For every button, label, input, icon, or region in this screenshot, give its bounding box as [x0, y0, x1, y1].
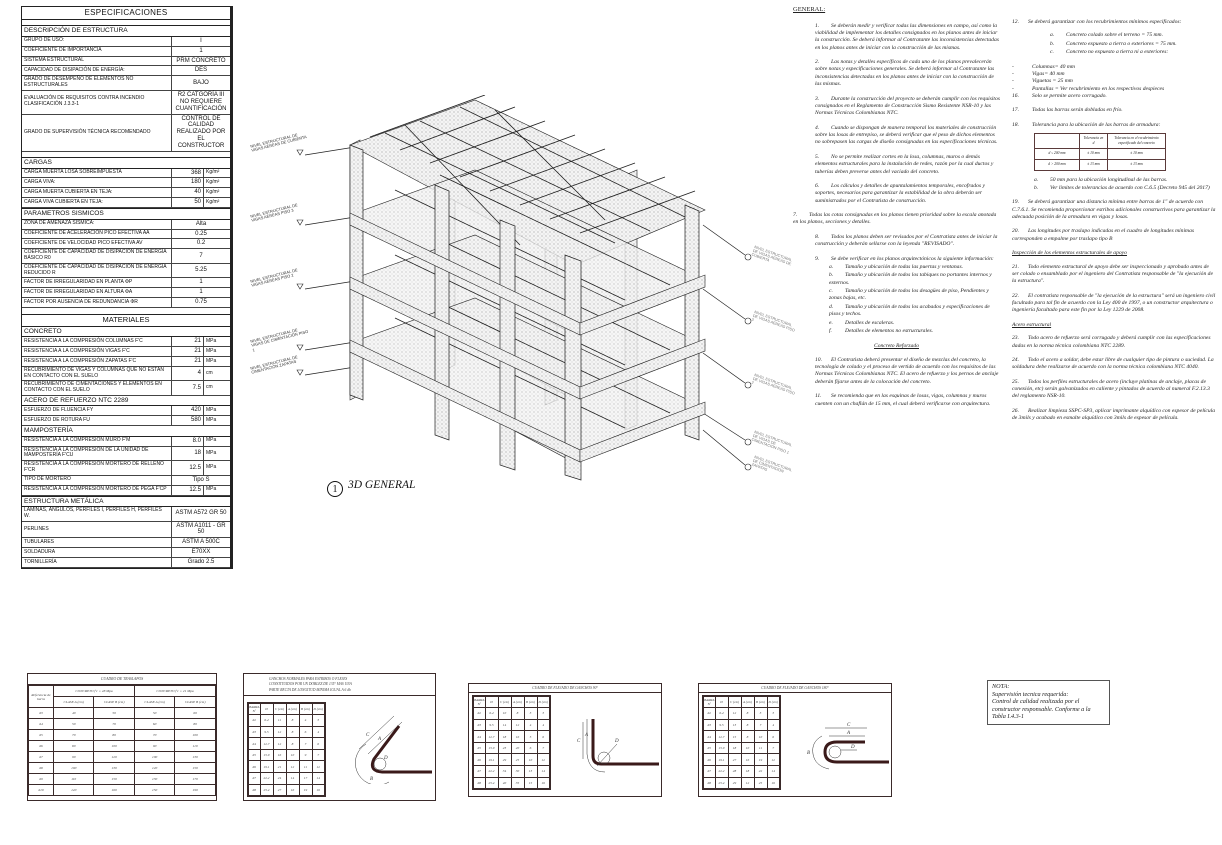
spec-row [22, 115, 230, 152]
spec-unit: Kg/m² [206, 188, 220, 195]
spec-label: SISTEMA ESTRUCTURAL [22, 57, 172, 66]
table-row: #7 22.2 28 18 22 14 [703, 766, 780, 778]
spec-label: GRADO DE DESEMPEÑO DE ELEMENTOS NO ESTRUCTURALES [22, 76, 172, 90]
spec-label: CARGA VIVA CUBIERTA EN TEJA: [22, 198, 172, 207]
svg-text:C: C [577, 739, 581, 744]
note-12c: c. Concreto no expuesto a tierra ni a exteriores: [1050, 49, 1169, 56]
level-label-right-cubierta: NIVEL ESTRUCTURAL DE VIGAS AÉREAS DE CUBIERTA [750, 245, 793, 267]
note-12: 12. Se deberá garantizar con los recubrimientos mínimos especificados: [1012, 19, 1182, 25]
structure-section-heading: DESCRIPCIÓN DE ESTRUCTURA [22, 26, 230, 37]
table-row: #4 50 70 60 80 [29, 719, 216, 730]
hook-180-title: CUADRO DE FLEJADO DE GANCHOS 180° [699, 684, 891, 693]
spec-value: I [200, 37, 202, 44]
spec-label: ZONA DE AMENAZA SÍSMICA: [22, 220, 172, 229]
spec-value: 40 [172, 188, 204, 197]
spec-label: FACTOR DE IRREGULARIDAD EN ALTURA ΦA [22, 288, 172, 297]
table-row: #5 15.9 18 10 11 7 [703, 742, 780, 754]
cover-viguetas: - Viguetas = 25 mm [1012, 78, 1073, 85]
spec-unit: Kg/m² [206, 178, 220, 185]
nota-line-2: Control de calidad realizada por el constructor responsable. Conforme a la Tabla I.4.3-1 [992, 698, 1091, 721]
svg-text:A: A [378, 737, 382, 742]
table-row: #2 6.4 11 8 4 3 [248, 715, 325, 727]
spec-label: COEFICIENTE DE IMPORTANCIA [22, 47, 172, 56]
table-row: #6 19.1 27 16 19 12 [703, 754, 780, 766]
spec-unit: MPa [206, 337, 217, 344]
spec-row [22, 507, 230, 522]
spec-row [22, 538, 230, 548]
spec-row [22, 337, 230, 347]
hook-135-title: GANCHOS NORMALES PARA ESTRIBOS O FLEJES CONSTITUIDOS POR UN DOBLEZ DE 135° MAS UNA PARTE RECTA DE LONGITUD MINIMA IGUAL A 6 db [244, 674, 435, 696]
spec-value: 5.25 [195, 267, 207, 274]
note-2: 2. Las notas y detalles específicos de cada uno de los planos prevalecerán sobre notas y especificaciones generales. Se deberá informar al Contratante las inconsistencias detectadas en los planos antes de iniciar con la construcción de las mismas. [815, 59, 995, 88]
note-6: 6. Los cálculos y detalles de apuntalamientos temporales, encofrados y soportes, necesarios para garantizar la estabilidad de la obra deberán ser suministrados por el Contratista de construcción. [815, 182, 985, 204]
spec-unit: MPa [206, 407, 217, 414]
table-row: #8 100 130 120 150 [29, 763, 216, 774]
spec-value: 4 [172, 367, 204, 381]
spec-value: 0.25 [195, 230, 207, 237]
note-21: 21. Todo elemento estructural de apoyo debe ser inspeccionado y aprobado antes de ser colado o ensamblado por el ingeniero del Contratista responsable de "la ejecución de la estructura". [1012, 263, 1213, 285]
table-row: #7 22.2 24 14 17 14 [248, 773, 325, 785]
spec-label: LAMINAS, ÁNGULOS, PERFILES I, PERFILES H, PERFILES W. [22, 507, 172, 521]
table-row: #3 9.5 14 12 4 4 [473, 719, 550, 731]
hook-180-diagram [807, 714, 892, 774]
svg-text:D: D [615, 739, 619, 744]
spec-unit: MPa [206, 449, 217, 456]
spec-unit: MPa [206, 416, 217, 423]
svg-text:A: A [585, 733, 589, 738]
note-18: 18. Tolerancia para la ubicación de las barras de armadura: [1012, 121, 1161, 128]
spec-value: 580 [172, 416, 204, 425]
spec-row [22, 288, 230, 298]
spec-value: 21 [172, 347, 204, 356]
table-row: #7 22.2 34 30 13 14 [473, 766, 550, 778]
spec-row [22, 198, 230, 208]
spec-label: PERLINES [22, 522, 172, 538]
note-9b: b. Tamaño y ubicación de todos los tabiques no portantes internos y externos. [829, 272, 992, 286]
spec-unit: MPa [206, 437, 217, 444]
note-10: 10. El Contratista deberá presentar el diseño de mezclas del concreto, la tecnología de colado y el proceso de vertido de acuerdo con los requisitos de las Normas Técnicas Colombianas NTC. El acero de refuerzo y los pernos de anclaje deberán fijarse antes de la colocación del concreto. [815, 356, 999, 385]
spec-row [22, 230, 230, 240]
steel-section-heading: ACERO DE REFUERZO NTC 2289 [22, 396, 230, 407]
note-20: 20. Las longitudes por traslapo indicadas en el cuadro de longitudes mínimas corresponden a empalme por traslapo tipo B [1012, 228, 1195, 242]
note-9e: e. Detalles de escaleras. [829, 319, 895, 326]
note-17: 17. Todas las barras serán dobladas en frío. [1012, 107, 1123, 114]
spec-label: RESISTENCIA A LA COMPRESIÓN COLUMNAS F'C [22, 337, 172, 346]
svg-text:A: A [847, 731, 851, 736]
notes-subheading-acero-estructural: Acero estructural [1012, 321, 1052, 328]
spec-value: 12.5 [172, 486, 204, 495]
drawing-title: 3D GENERAL [348, 479, 416, 491]
note-5: 5. No se permite realizar cortes en la losa, columnas, muros o demás elementos estructurales para la instalación de redes, razón por la cual ductos y tuberías deben preverse antes del vaciado del concreto. [815, 153, 994, 175]
spec-unit: Kg/m² [206, 198, 220, 205]
note-7: 7. Todas las cotas consignadas en los planos tienen prioridad sobre la escala anotada en los planos, secciones y detalles. [793, 212, 997, 226]
spec-value: R2 CATGORÍA III NO REQUIERE CUANTIFICACIÓN [175, 91, 227, 112]
table-header-row: BARRA Nº Ø C (cm) A (cm) B (cm) D (cm) [248, 703, 325, 715]
spec-row [22, 66, 230, 76]
spec-value: 12.5 [172, 461, 204, 475]
spec-value: ASTM A 500C [182, 539, 220, 546]
spec-value: ASTM A1011 - GR 50 [176, 522, 226, 536]
table-row: #6 80 100 90 110 [29, 741, 216, 752]
note-16: 16. Solo se permite acero corrugado. [1012, 93, 1107, 99]
hook-90-table [468, 683, 662, 797]
spec-label: RECUBRIMIENTO DE VIGAS Y COLUMNAS QUE NO ESTAN EN CONTACTO CON EL SUELO [22, 367, 172, 381]
3d-structure-drawing [245, 95, 796, 485]
table-row: #8 25.4 29 12 25 16 [703, 777, 780, 789]
spec-label: CARGA MUERTA LOSA SOBREIMPUESTA [22, 169, 172, 178]
note-11: 11. Se recomienda que en las esquinas de losas, vigas, columnas y muros cuenten con un chaflán de 15 mm, el cual deberá verificarse con arquitectura. [815, 393, 991, 407]
level-label-zapatas: NIVEL ESTRUCTURAL DE CIMENTACIÓN ZAPATAS [249, 354, 299, 376]
table-row: #2 6.4 10 8 3 3 [473, 708, 550, 720]
note-18b: b. Ver limites de tolerancias de acuerdo con C.6.5 (Decreto 945 del 2017) [1034, 184, 1210, 191]
table-row: #10 120 160 150 190 [29, 785, 216, 796]
spec-value: PRM CONCRETO [176, 57, 226, 64]
spec-label: GRUPO DE USO: [22, 37, 172, 46]
notes-subheading-concreto-reforzado: Concreto Reforzado [873, 343, 919, 350]
lap-table-title: CUADRO DE TRASLAPOS [28, 674, 216, 685]
spec-label: COEFICIENTE DE ACELERACIÓN PICO EFECTIVA AA [22, 230, 172, 239]
general-notes-column-2 [1012, 19, 1217, 430]
spec-label: RESISTENCIA A LA COMPRESIÓN ZAPATAS F'C [22, 357, 172, 366]
level-label-piso-2: NIVEL ESTRUCTURAL DE VIGAS AÉREAS PISO 2 [249, 267, 299, 289]
spec-row [22, 264, 230, 279]
level-label-right-zapatas: NIVEL ESTRUCTURAL DE CIMENTACIÓN ZAPATAS [750, 455, 793, 474]
spec-label: ESFUERZO DE ROTURA FU [22, 416, 172, 425]
spec-label: CAPACIDAD DE DISIPACIÓN DE ENERGÍA: [22, 66, 172, 75]
general-notes-column-1 [793, 6, 1000, 415]
spec-label: ESFUERZO DE FLUENCIA FY [22, 406, 172, 415]
spec-unit: MPa [206, 357, 217, 364]
concrete-section-heading: CONCRETO [22, 327, 230, 338]
spec-value: 50 [172, 198, 204, 207]
spec-label: TUBULARES [22, 538, 172, 547]
note-19: 19. Se deberá garantizar una distancia mínima entre barras de 1" de acuerdo con C.7.6.1. Se recomienda proporcionar estribos adicionales constructivos para garantizar la adecuada posición de la armadura en vigas y losas. [1012, 199, 1216, 221]
spec-row [22, 461, 230, 476]
table-row: #8 25.4 27 16 19 16 [248, 784, 325, 796]
table-row: #8 25.4 40 35 15 16 [473, 777, 550, 789]
spec-unit: cm [206, 369, 213, 376]
note-23: 23. Todo acero de refuerzo será corrugado y deberá cumplir con las especificaciones dadas en la norma técnica colombiana NTC 2289. [1012, 335, 1211, 349]
spec-value: 1 [199, 47, 203, 54]
spec-value: 21 [172, 357, 204, 366]
spec-value: DES [194, 67, 208, 74]
note-25: 25. Todos los perfiles estructurales de acero (incluye platinas de anclaje, placas de conexión, etc) serán galvanizados en caliente y pintados de acuerdo al numeral F.2.13.3 del reglamento NSR-10. [1012, 378, 1210, 400]
spec-row [22, 249, 230, 264]
loads-section-heading: CARGAS [22, 157, 230, 169]
table-row: #6 19.1 21 12 11 12 [248, 761, 325, 773]
spec-row [22, 298, 230, 308]
spec-row [22, 91, 230, 115]
table-row: #5 15.9 23 20 6 7 [473, 742, 550, 754]
spec-row [22, 278, 230, 288]
hook-90-grid [472, 695, 551, 790]
hook-135-diagram [354, 714, 434, 784]
hook-180-grid [702, 695, 781, 790]
spec-row [22, 416, 230, 426]
hook-90-diagram [577, 714, 662, 774]
spec-label: RESISTENCIA A LA COMPRESIÓN MURO F'M [22, 437, 172, 446]
spec-row [22, 188, 230, 198]
level-label-piso-3: NIVEL ESTRUCTURAL DE VIGAS AÉREAS PISO 3 [249, 202, 299, 224]
table-row: #5 15.9 16 10 9 7 [248, 749, 325, 761]
spec-value: 420 [172, 406, 204, 415]
level-label-right-piso-1: NIVEL ESTRUCTURAL DE VIGAS DE CIMENTACIÓN PISO 1 [750, 430, 793, 456]
spec-row [22, 522, 230, 539]
spec-value: Tipo S [192, 476, 210, 483]
spec-value: CONTROL DE CALIDAD REALIZADO POR EL CONSTRUCTOR [176, 115, 226, 150]
spec-unit: Kg/m² [206, 169, 220, 176]
spec-unit: MPa [206, 464, 217, 471]
note-8: 8. Todos los planos deben ser revisados por el Contratista antes de iniciar la construcción y deberán sellarse con la leyenda "REVISADO". [815, 233, 998, 248]
spec-row [22, 476, 230, 486]
drawing-number-badge: 1 [327, 481, 343, 497]
note-4: 4. Cuando se dispongan de manera temporal los materiales de construcción sobre las losas de entrepiso, se deberá verificar que el peso de dichos elementos no sobrepasen las cargas de diseño consignadas en las especificaciones técnicas. [815, 124, 998, 146]
hook-135-grid [247, 702, 326, 797]
level-label-right-piso-2: NIVEL ESTRUCTURAL DE VIGAS AÉREAS PISO 2 [750, 373, 796, 396]
spec-row [22, 239, 230, 249]
metal-section-heading: ESTRUCTURA METÁLICA [22, 496, 230, 508]
table-row: #4 12.7 15 8 10 6 [703, 731, 780, 743]
spec-value: 0.2 [196, 240, 206, 247]
spec-label: FACTOR POR AUSENCIA DE REDUNDANCIA ΦR [22, 298, 172, 307]
spec-value: 8.0 [172, 437, 204, 446]
svg-text:D: D [851, 745, 855, 750]
svg-text:C: C [366, 733, 370, 738]
table-row: #3 9.5 13 8 7 4 [703, 719, 780, 731]
lap-splice-table: CUADRO DE TRASLAPOS Referencia de barra CONCRETO f'c = 28 Mpa CONCRETO f'c = 21 Mpa CLASE A (cm) CLASE B (cm) CLASE A (cm) CLASE B (cm) #3 40 50 50 60 #4 50 70 60 80 #5 70 80 70 100 #6 80 100 90 110 #7 90 120 100 130 #8 100 130 120 150 #9 110 150 130 170 #10 120 160 150 190 [27, 673, 217, 801]
seismic-section-heading: PARAMETROS SISMICOS [22, 208, 230, 220]
spec-row [22, 437, 230, 447]
spec-unit: cm [206, 384, 213, 391]
spec-unit: MPa [206, 347, 217, 354]
note-9a: a. Tamaño y ubicación de todas las puertas y ventanas. [829, 263, 964, 270]
note-26: 26. Realizar limpieza SSPC-SP3, aplicar imprimante alquídico con espesor de película de 3mils y acabado en esmalte alquídico con 3mils de espesor de película. [1012, 407, 1216, 422]
notes-subheading-inspeccion: Inspección de los elementos estructurales de apoyo [1012, 250, 1127, 257]
specifications-table [21, 6, 233, 569]
level-label-right-piso-3: NIVEL ESTRUCTURAL DE VIGAS AÉREAS PISO 3 [750, 310, 796, 333]
spec-label: TIPO DE MORTERO [22, 476, 172, 485]
spec-label: FACTOR DE IRREGULARIDAD EN PLANTA ΦP [22, 278, 172, 287]
spec-unit: MPa [206, 486, 217, 493]
table-row: #9 110 150 130 170 [29, 774, 216, 785]
cover-columnas: - Columnas= 40 mm [1012, 63, 1075, 70]
level-label-cubierta: NIVEL ESTRUCTURAL DE VIGAS AÉREAS DE CUBIERTA [249, 132, 308, 154]
spec-label: COEFICIENTE DE CAPACIDAD DE DISIPACIÓN DE ENERGÍA BÁSICO R0 [22, 249, 172, 263]
note-9: 9. Se debe verificar en los planos arquitectónicos la siguiente información: [815, 255, 994, 262]
spec-value: 21 [172, 337, 204, 346]
spec-value: Grado 2.5 [187, 559, 215, 566]
spec-value: 368 [172, 169, 204, 178]
spec-row [22, 347, 230, 357]
note-3: 3. Durante la construcción del proyecto se deberán cumplir con los requisitos consignados en el Reglamento de Construcción Sismo Resistente NSR-10 y las Normas Técnicas Colombianas NTC. [815, 95, 1000, 117]
spec-label: RESISTENCIA A LA COMPRESIÓN MORTERO DE RELLENO F'CR [22, 461, 172, 475]
level-label-piso-1: NIVEL ESTRUCTURAL DE VIGAS DE CIMENTACIÓN PISO 1 [249, 327, 309, 353]
notes-heading-general: GENERAL: [793, 6, 826, 13]
nota-heading: NOTA: [992, 683, 1010, 690]
spec-row [22, 76, 230, 91]
spec-value: 0.75 [195, 299, 207, 306]
spec-row [22, 37, 230, 47]
table-row: #3 9.5 12 8 6 4 [248, 726, 325, 738]
table-row: #4 12.7 18 16 5 6 [473, 731, 550, 743]
tolerance-table: Tolerancia en d Tolerancia en el recubrimiento especificado del concreto d ≤ 200 mm ± 10 mm ± 10 mm d > 200 mm ± 13 mm ± 13 mm [1034, 133, 1166, 170]
spec-value: ASTM A572 GR 50 [175, 510, 227, 517]
table-row: #2 6.4 12 8 3 3 [703, 708, 780, 720]
spec-value: 18 [172, 447, 204, 461]
spec-label: RESISTENCIA A LA COMPRESIÓN MORTERO DE PEGA F'CP [22, 486, 172, 495]
spec-value: 7.5 [172, 381, 204, 395]
spec-label: EVALUACIÓN DE REQUISITOS CONTRA INCENDIO CLASIFICACIÓN J.3.3-1 [22, 91, 172, 114]
spec-label: COEFICIENTE DE VELOCIDAD PICO EFECTIVA AV [22, 239, 172, 248]
spec-value: 1 [199, 289, 203, 296]
note-12b: b. Concreto expuesto a tierra o exteriores = 75 mm. [1050, 40, 1177, 47]
svg-text:B: B [370, 777, 374, 782]
spec-row [22, 178, 230, 188]
svg-text:B: B [807, 751, 811, 756]
spec-row [22, 558, 230, 568]
cover-pantallas: - Pantallas = Ver recubrimiento en los respectivos despieces [1012, 85, 1165, 92]
spec-row [22, 406, 230, 416]
table-row: #7 90 120 100 130 [29, 752, 216, 763]
note-9f: f. Detalles de elementos no estructurales. [829, 327, 934, 334]
spec-row [22, 447, 230, 462]
masonry-section-heading: MAMPOSTERÍA [22, 426, 230, 437]
spec-label: COEFICIENTE DE CAPACIDAD DE DISIPACIÓN DE ENERGÍA REDUCIDO R [22, 264, 172, 278]
note-1: 1. Se deberán medir y verificar todas las dimensiones en campo, así como la viabilidad de implementar los detalles consignados en los planos antes de iniciar la construcción. Se deberá informar al Contratante las inconsistencias detectadas en los planos antes de iniciar con la construcción de las mismas. [815, 22, 999, 51]
spec-label: CARGA VIVA: [22, 178, 172, 187]
spec-label: SOLDADURA [22, 548, 172, 557]
spec-row [22, 357, 230, 367]
spec-row [22, 220, 230, 230]
note-9d: d. Tamaño y ubicación de todos los acabados y especificaciones de pisos y techos. [829, 303, 990, 318]
supervision-note-box [987, 680, 1110, 725]
spec-label: CARGA MUERTA CUBIERTA EN TEJA: [22, 188, 172, 197]
svg-text:D: D [384, 756, 388, 761]
table-header-row: BARRA Nº Ø C (cm) A (cm) B (cm) D (cm) [473, 696, 550, 708]
nota-line-1: Supervisión tecnica requerida: [992, 690, 1069, 698]
cover-vigas: - Vigas= 40 mm [1012, 70, 1065, 77]
spec-value: 7 [199, 252, 203, 259]
spec-value: 180 [172, 178, 204, 187]
spec-label: RECUBRIMIENTO DE CIMENTACIONES Y ELEMENTOS EN CONTACTO CON EL SUELO [22, 381, 172, 395]
hook-135-table [243, 673, 436, 801]
table-row: #4 12.7 12 8 7 6 [248, 738, 325, 750]
spec-row [22, 548, 230, 558]
spec-row [22, 47, 230, 57]
spec-label: TORNILLERÍA [22, 558, 172, 567]
spec-row [22, 367, 230, 382]
drawing-caption [327, 481, 415, 497]
spec-label: RESISTENCIA A LA COMPRESIÓN DE LA UNIDAD DE MAMPOSTERÍA F'CU [22, 447, 172, 461]
table-row: #6 19.1 29 25 10 12 [473, 754, 550, 766]
materials-title: MATERIALES [22, 314, 230, 327]
building-frame-illustration [245, 95, 785, 485]
table-row: #5 70 80 70 100 [29, 730, 216, 741]
spec-row [22, 57, 230, 67]
spec-value: BAJO [193, 79, 209, 86]
hook-180-table [698, 683, 892, 797]
note-9c: c. Tamaño y ubicación de todos los desagües de piso, Pendientes y zonas bajas, etc. [829, 288, 989, 302]
note-12a: a. Concreto colado sobre el terreno = 75 mm. [1050, 32, 1163, 39]
table-row: #3 40 50 50 60 [29, 708, 216, 719]
spec-label: RESISTENCIA A LA COMPRESIÓN VIGAS F'C [22, 347, 172, 356]
specifications-title: ESPECIFICACIONES [22, 7, 230, 20]
spec-value: 1 [199, 279, 203, 286]
note-24: 24. Todo el acero a soldar, debe estar libre de cualquier tipo de pintura o suciedad. La soldadura debe realizarse de acuerdo con la norma técnica colombiana NTC 4040. [1012, 356, 1214, 371]
spec-row [22, 486, 230, 496]
note-18a: a. 50 mm para la ubicación longitudinal de las barras. [1034, 176, 1168, 183]
svg-text:C: C [847, 723, 851, 728]
spec-value: Alta [195, 220, 207, 227]
hook-90-title: CUADRO DE FLEJADO DE GANCHOS 90° [469, 684, 661, 693]
spec-row [22, 169, 230, 179]
spec-row [22, 381, 230, 396]
note-22: 22. El contratista responsable de "la ejecución de la estructura" será un ingeniero civil facultado para tal fin de acuerdo con la Ley 400 de 1997, o un constructor arquitectura o ingeniería facultado para este fin por la Ley 1229 de 2008. [1012, 292, 1216, 314]
table-header-row: BARRA Nº Ø C (cm) A (cm) B (cm) D (cm) [703, 696, 780, 708]
spec-label: GRADO DE SUPERVISIÓN TÉCNICA RECOMENDADO [22, 115, 172, 151]
spec-value: E70XX [191, 549, 211, 556]
